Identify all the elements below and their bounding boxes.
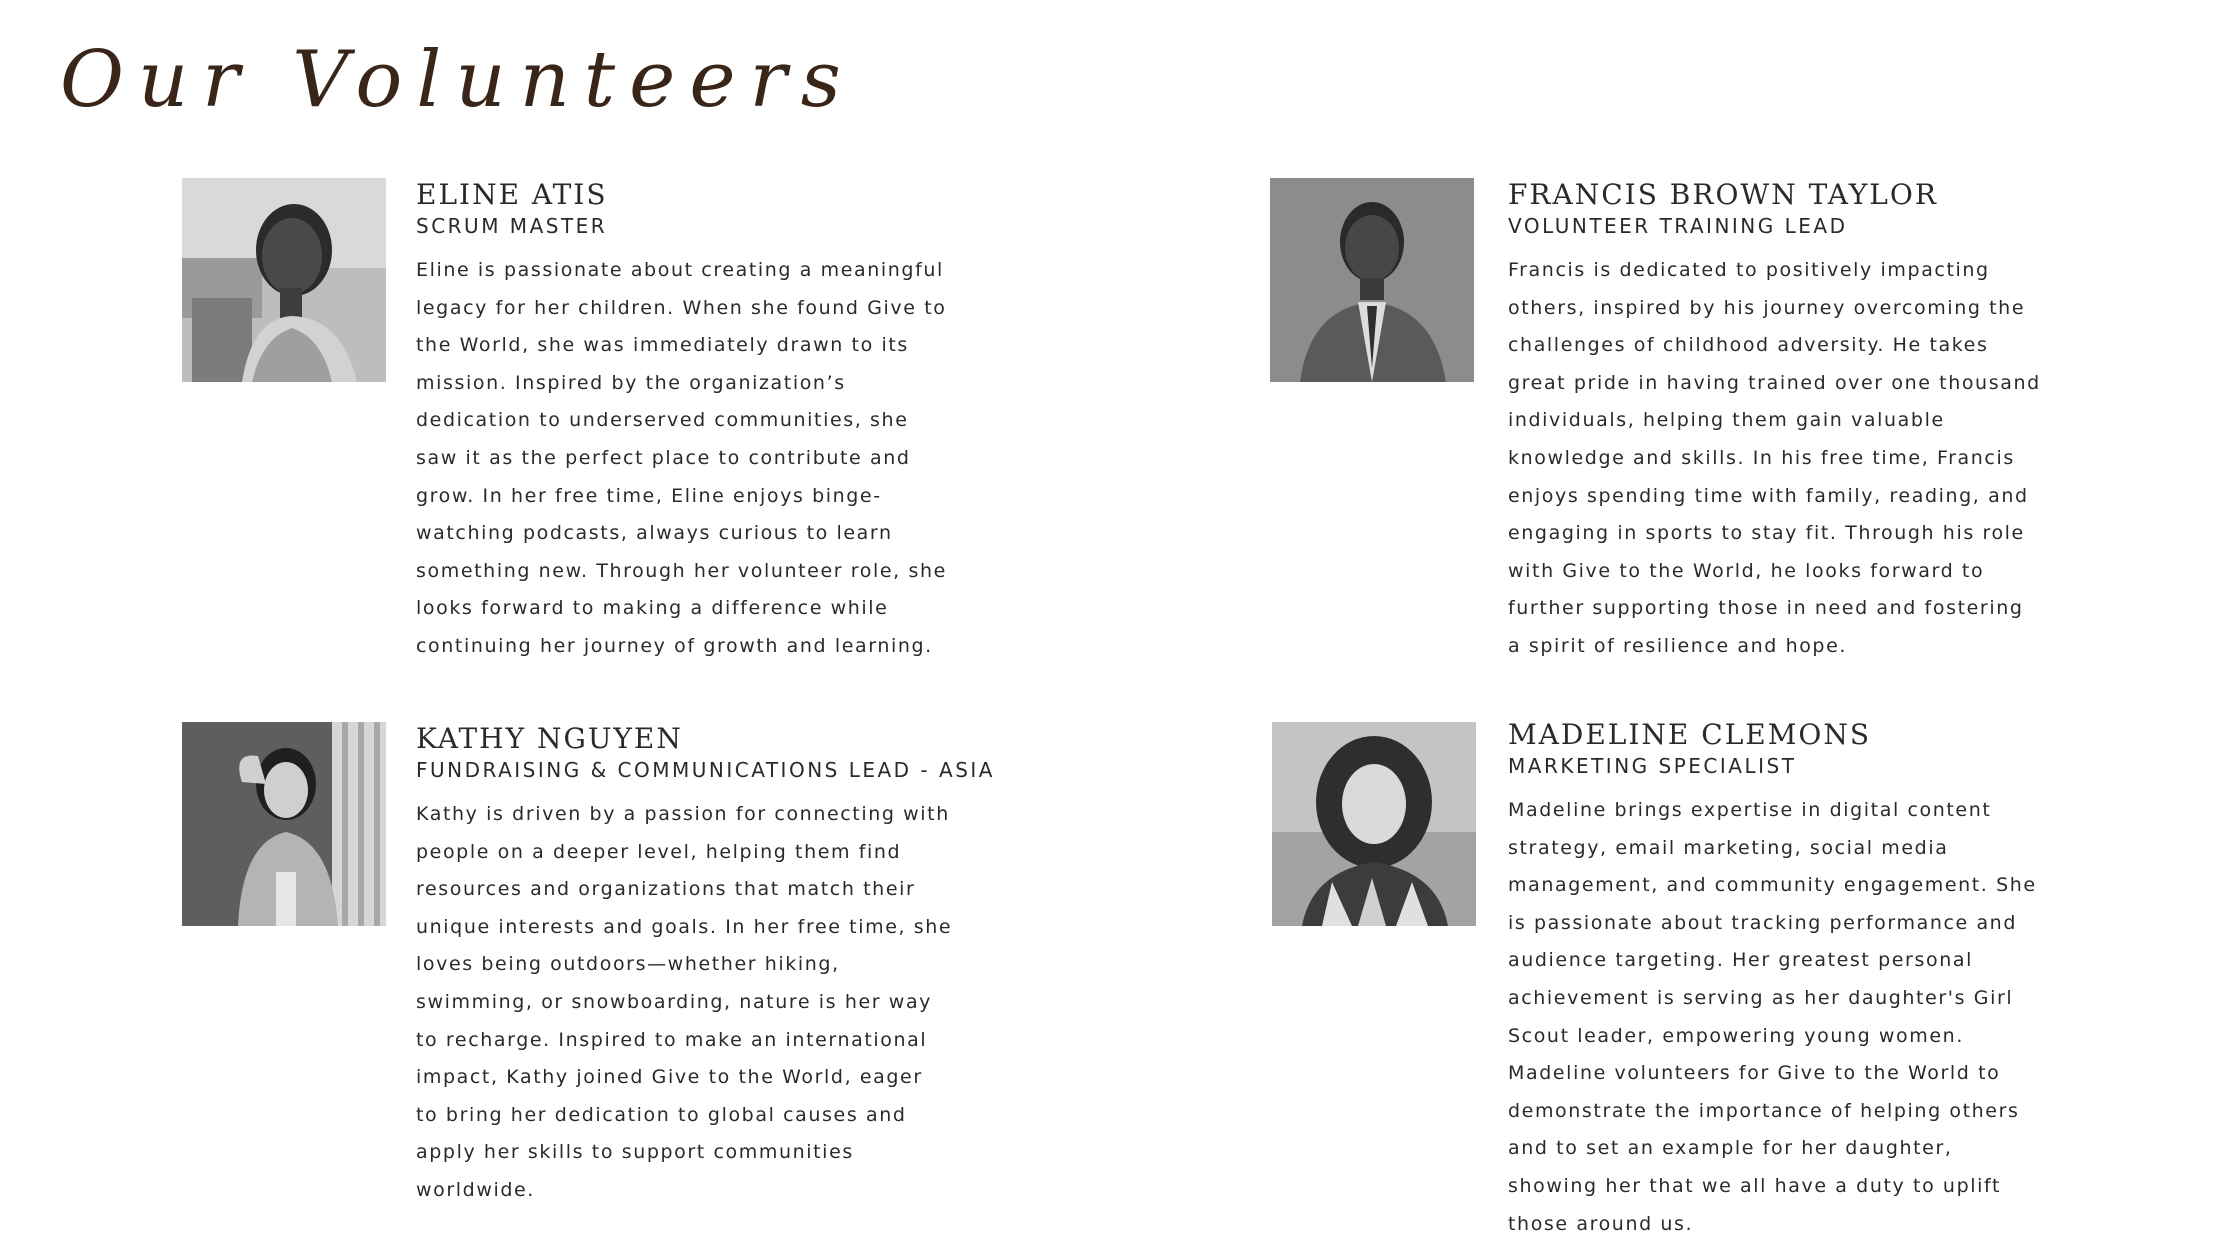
bio-line: challenges of childhood adversity. He takes bbox=[1508, 334, 1989, 357]
bio-line: saw it as the perfect place to contribute and bbox=[416, 446, 911, 469]
bio-line: knowledge and skills. In his free time, Francis bbox=[1508, 446, 2015, 469]
bio-line: Kathy is driven by a passion for connecting with bbox=[416, 803, 950, 825]
bio-line: Madeline brings expertise in digital content bbox=[1508, 799, 1992, 821]
bio-line: audience targeting. Her greatest personal bbox=[1508, 949, 1973, 972]
bio-line: unique interests and goals. In her free time, she bbox=[416, 915, 953, 938]
volunteer-role: MARKETING SPECIALIST bbox=[1508, 754, 1797, 778]
bio-line: loves being outdoors—whether hiking, bbox=[416, 953, 840, 976]
volunteer-name: KATHY NGUYEN bbox=[416, 722, 683, 755]
volunteer-bio bbox=[416, 796, 995, 1210]
bio-line: a spirit of resilience and hope. bbox=[1508, 634, 1848, 657]
bio-line: impact, Kathy joined Give to the World, eager bbox=[416, 1066, 923, 1089]
bio-line: to recharge. Inspired to make an international bbox=[416, 1028, 928, 1051]
volunteer-bio bbox=[416, 252, 947, 666]
bio-line: grow. In her free time, Eline enjoys binge- bbox=[416, 484, 882, 507]
bio-line: achievement is serving as her daughter's Girl bbox=[1508, 986, 2014, 1009]
bio-line: Madeline volunteers for Give to the World to bbox=[1508, 1062, 2001, 1085]
bio-line: Francis is dedicated to positively impacting bbox=[1508, 259, 1990, 281]
bio-line: apply her skills to support communities bbox=[416, 1141, 854, 1164]
bio-line: engaging in sports to stay fit. Through his role bbox=[1508, 522, 2025, 545]
volunteer-bio bbox=[1508, 252, 2041, 666]
bio-line: enjoys spending time with family, reading, and bbox=[1508, 484, 2029, 507]
bio-line: mission. Inspired by the organization’s bbox=[416, 371, 846, 394]
bio-line: Scout leader, empowering young women. bbox=[1508, 1024, 1964, 1047]
bio-line: management, and community engagement. She bbox=[1508, 874, 2037, 897]
bio-line: legacy for her children. When she found Give to bbox=[416, 296, 947, 319]
bio-line: swimming, or snowboarding, nature is her way bbox=[416, 990, 933, 1013]
bio-line: with Give to the World, he looks forward to bbox=[1508, 559, 1985, 582]
bio-line: watching podcasts, always curious to learn bbox=[416, 522, 893, 545]
volunteer-role: VOLUNTEER TRAINING LEAD bbox=[1508, 214, 1848, 238]
bio-line: further supporting those in need and fostering bbox=[1508, 597, 2024, 620]
bio-line: others, inspired by his journey overcoming the bbox=[1508, 296, 2026, 319]
bio-line: great pride in having trained over one thousand bbox=[1508, 371, 2041, 394]
volunteer-role: FUNDRAISING & COMMUNICATIONS LEAD - ASIA bbox=[416, 758, 995, 782]
bio-line: demonstrate the importance of helping others bbox=[1508, 1099, 2020, 1122]
bio-line: continuing her journey of growth and learning. bbox=[416, 634, 933, 657]
bio-line: worldwide. bbox=[416, 1178, 535, 1201]
portrait-photo bbox=[182, 178, 386, 382]
bio-line: dedication to underserved communities, she bbox=[416, 409, 909, 432]
bio-line: people on a deeper level, helping them find bbox=[416, 840, 902, 863]
bio-line: is passionate about tracking performance and bbox=[1508, 911, 2017, 934]
bio-line: something new. Through her volunteer role, she bbox=[416, 559, 947, 582]
volunteer-role: SCRUM MASTER bbox=[416, 214, 608, 238]
bio-line: and to set an example for her daughter, bbox=[1508, 1137, 1953, 1160]
volunteer-name: MADELINE CLEMONS bbox=[1508, 718, 1872, 751]
page-title: Our Volunteers bbox=[60, 35, 855, 125]
portrait-photo bbox=[1270, 178, 1474, 382]
portrait-photo bbox=[1272, 722, 1476, 926]
volunteer-name: FRANCIS BROWN TAYLOR bbox=[1508, 178, 1938, 211]
bio-line: looks forward to making a difference while bbox=[416, 597, 889, 620]
volunteer-name: ELINE ATIS bbox=[416, 178, 608, 211]
bio-line: Eline is passionate about creating a meaningful bbox=[416, 259, 944, 281]
portrait-photo bbox=[182, 722, 386, 926]
bio-line: to bring her dedication to global causes and bbox=[416, 1103, 907, 1126]
bio-line: resources and organizations that match their bbox=[416, 878, 916, 901]
volunteer-bio bbox=[1508, 792, 2037, 1243]
bio-line: showing her that we all have a duty to uplift bbox=[1508, 1174, 2001, 1197]
bio-line: individuals, helping them gain valuable bbox=[1508, 409, 1945, 432]
bio-line: the World, she was immediately drawn to its bbox=[416, 334, 909, 357]
bio-line: those around us. bbox=[1508, 1212, 1694, 1235]
bio-line: strategy, email marketing, social media bbox=[1508, 836, 1949, 859]
